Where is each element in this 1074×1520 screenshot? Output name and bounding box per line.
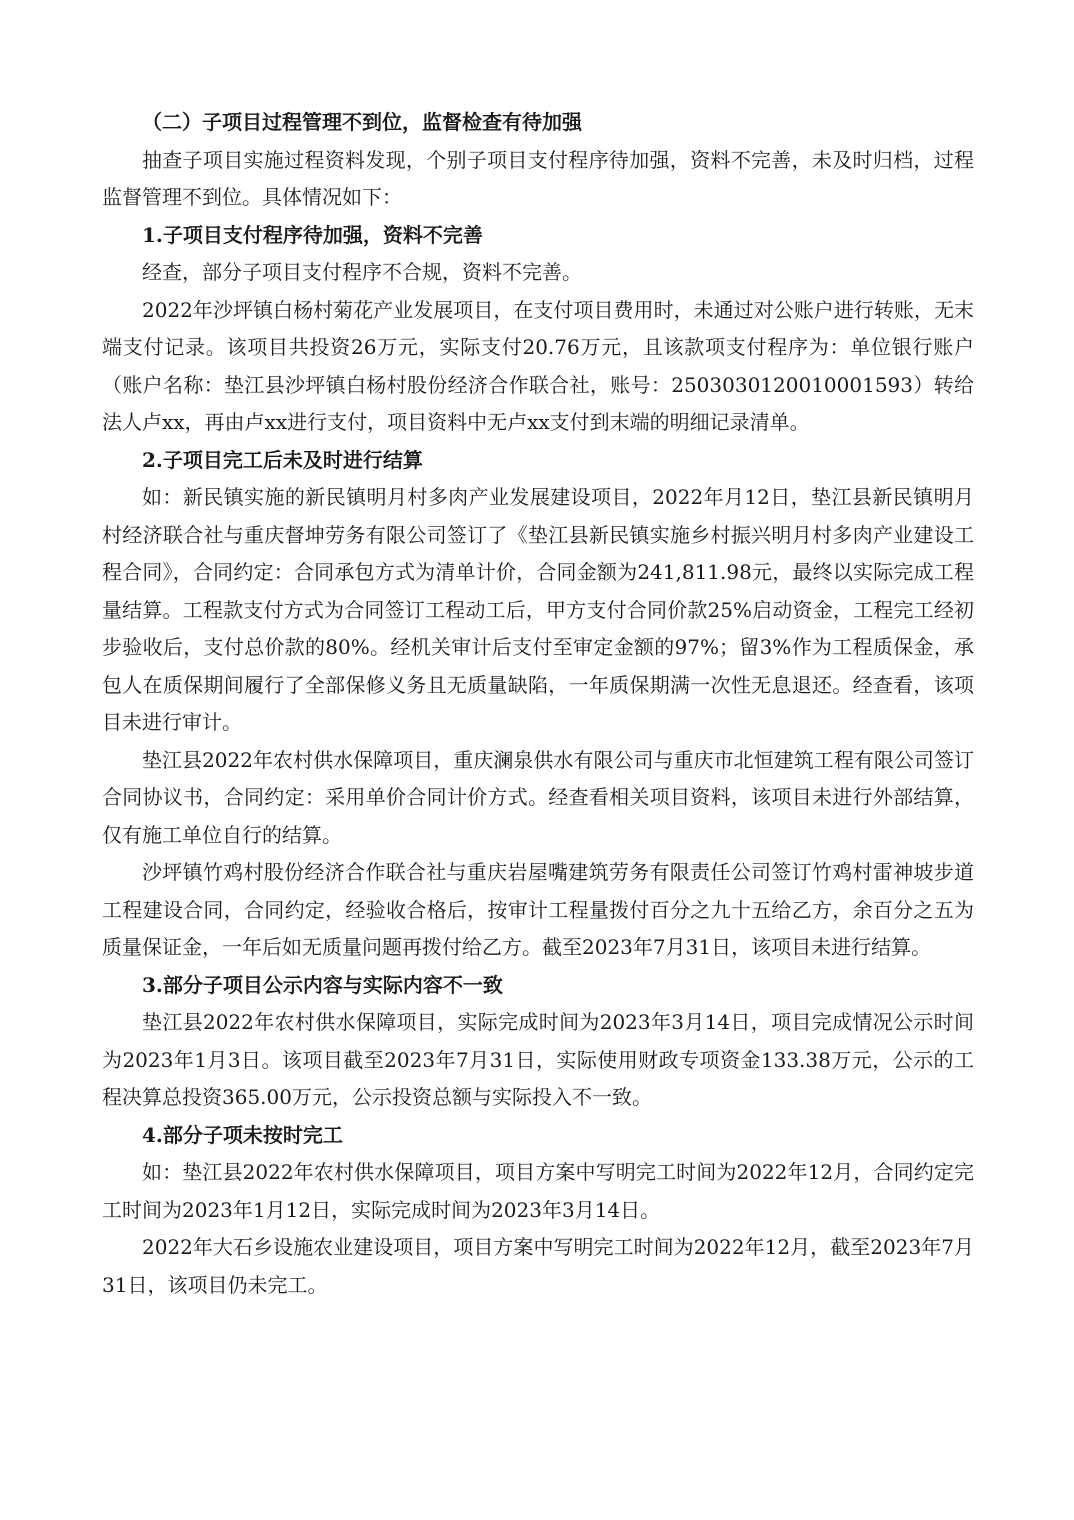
item4-title: 4.部分子项未按时完工 xyxy=(142,1122,343,1147)
item3-paragraph-1: 垫江县2022年农村供水保障项目，实际完成时间为2023年3月14日，项目完成情况公示时间为2023年1月3日。该项目截至2023年7月31日，实际使用财政专项资金133.38万元，公示的工程决算总投资365.00万元，公示投资总额与实际投入不一致。 xyxy=(102,1010,974,1109)
item1-title: 1.子项目支付程序待加强，资料不完善 xyxy=(142,222,483,247)
section-title: （二）子项目过程管理不到位，监督检查有待加强 xyxy=(142,110,582,134)
item3-title: 3.部分子项目公示内容与实际内容不一致 xyxy=(142,972,503,997)
item2-paragraph-3: 沙坪镇竹鸡村股份经济合作联合社与重庆岩屋嘴建筑劳务有限责任公司签订竹鸡村雷神坡步道工程建设合同，合同约定，经验收合格后，按审计工程量拨付百分之九十五给乙方，余百分之五为质量保证金，一年后如无质量问题再拨付给乙方。截至2023年7月31日，该项目未进行结算。 xyxy=(102,860,974,959)
document-page xyxy=(102,104,974,1304)
item2-paragraph-2: 垫江县2022年农村供水保障项目，重庆澜泉供水有限公司与重庆市北恒建筑工程有限公司签订合同协议书，合同约定：采用单价合同计价方式。经查看相关项目资料，该项目未进行外部结算，仅有施工单位自行的结算。 xyxy=(102,747,974,847)
item1-paragraph-1: 经查，部分子项目支付程序不合规，资料不完善。 xyxy=(142,260,582,284)
item2-paragraph-1: 如：新民镇实施的新民镇明月村多肉产业发展建设项目，2022年月12日，垫江县新民镇明月村经济联合社与重庆督坤劳务有限公司签订了《垫江县新民镇实施乡村振兴明月村多肉产业建设工程合同》，合同约定：合同承包方式为清单计价，合同金额为241,811.98元，最终以实际完成工程量结算。工程款支付方式为合同签订工程动工后，甲方支付合同价款25%启动资金，工程完工经初步验收后，支付总价款的80%。经机关审计后支付至审定金额的97%；留3%作为工程质保金，承包人在质保期间履行了全部保修义务且无质量缺陷，一年质保期满一次性无息退还。经查看，该项目未进行审计。 xyxy=(102,485,974,734)
item1-paragraph-2: 2022年沙坪镇白杨村菊花产业发展项目，在支付项目费用时，未通过对公账户进行转账，无末端支付记录。该项目共投资26万元，实际支付20.76万元，且该款项支付程序为：单位银行账户（账户名称：垫江县沙坪镇白杨村股份经济合作联合社，账号：2503030120010001593）转给法人卢xx，再由卢xx进行支付，项目资料中无卢xx支付到末端的明细记录清单。 xyxy=(102,297,974,434)
intro-paragraph: 抽查子项目实施过程资料发现，个别子项目支付程序待加强，资料不完善，未及时归档，过程监督管理不到位。具体情况如下： xyxy=(102,147,974,209)
item2-title: 2.子项目完工后未及时进行结算 xyxy=(142,447,423,472)
item4-paragraph-2: 2022年大石乡设施农业建设项目，项目方案中写明完工时间为2022年12月，截至2023年7月31日，该项目仍未完工。 xyxy=(102,1235,974,1297)
item4-paragraph-1: 如：垫江县2022年农村供水保障项目，项目方案中写明完工时间为2022年12月，合同约定完工时间为2023年1月12日，实际完成时间为2023年3月14日。 xyxy=(102,1160,974,1222)
